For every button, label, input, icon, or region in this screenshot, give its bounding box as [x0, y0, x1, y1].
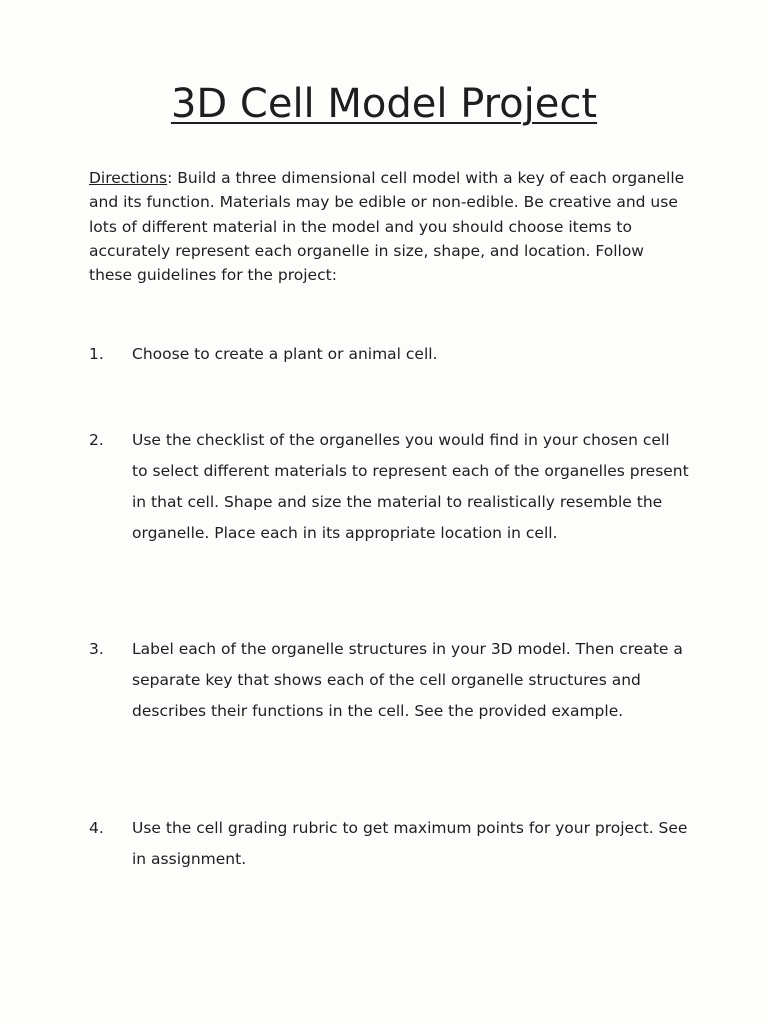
list-item [89, 813, 689, 875]
list-item [89, 425, 689, 549]
list-item [89, 634, 689, 727]
list-item-number: 1. [89, 345, 104, 363]
list-item [89, 339, 689, 370]
page-title [0, 78, 768, 130]
list-item-text: Use the checklist of the organelles you would find in your chosen cell to select different materials to represent each of the organelles present in that cell. Shape and size the material to realistically resemble the organelle. Place each in its appropriate location in cell. [132, 431, 689, 542]
directions-paragraph [89, 166, 689, 287]
list-item-number: 2. [89, 431, 104, 449]
list-item-number: 3. [89, 640, 104, 658]
list-item-number: 4. [89, 819, 104, 837]
list-item-text: Use the cell grading rubric to get maximum points for your project. See in assignment. [132, 819, 688, 868]
list-item-text: Choose to create a plant or animal cell. [132, 345, 438, 363]
list-item-text: Label each of the organelle structures in your 3D model. Then create a separate key that shows each of the cell organelle structures and describes their functions in the cell. See the provided example. [132, 640, 683, 720]
directions-label: Directions [89, 169, 168, 187]
directions-text: : Build a three dimensional cell model with a key of each organelle and its function. Materials may be edible or non-edible. Be creative and use lots of different material in the model and you should choose items to accurately represent each organelle in size, shape, and location. Follow these guidelines for the project: [89, 169, 685, 285]
page-title-text: 3D Cell Model Project [170, 81, 598, 127]
